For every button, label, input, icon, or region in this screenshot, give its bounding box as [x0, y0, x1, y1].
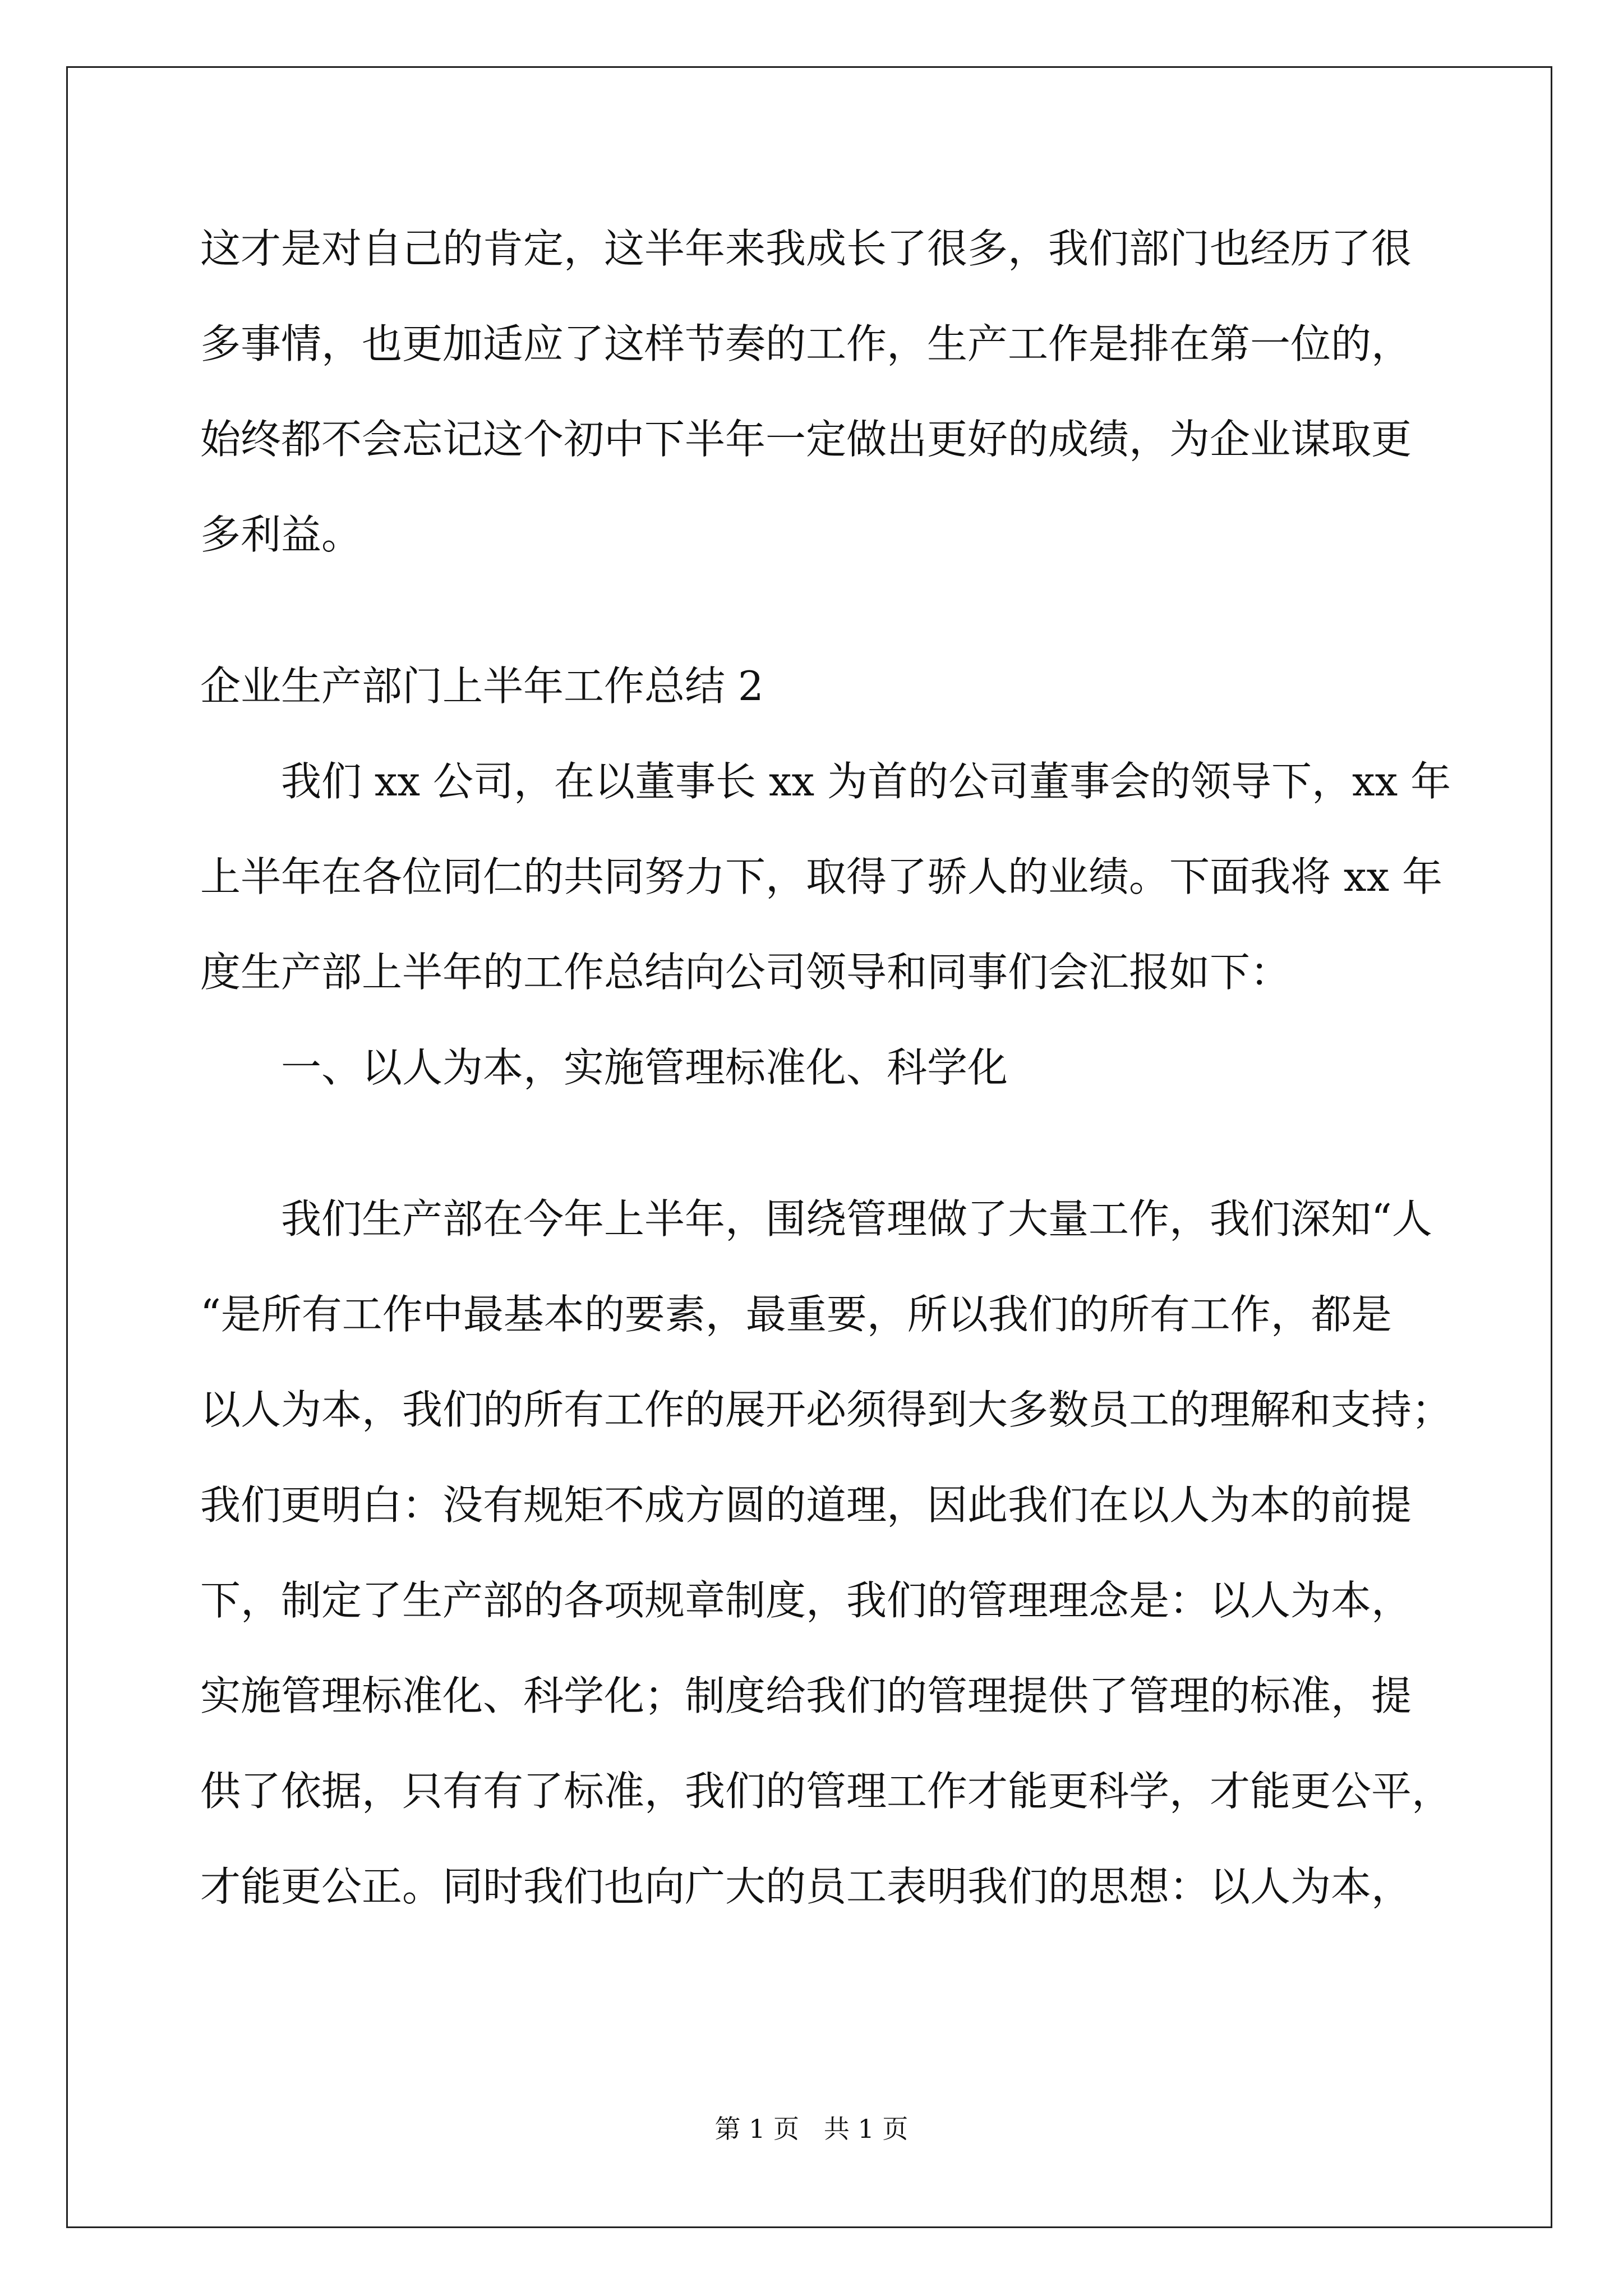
paragraph-line: “是所有工作中最基本的要素，最重要，所以我们的所有工作，都是: [200, 1291, 1392, 1338]
paragraph-line: 多事情，也更加适应了这样节奏的工作，生产工作是排在第一位的，: [200, 320, 1412, 367]
page-footer: 第 1 页 共 1 页: [714, 2114, 909, 2144]
paragraph-line: 我们生产部在今年上半年，围绕管理做了大量工作，我们深知“人: [200, 1195, 1432, 1243]
paragraph-line: 供了依据，只有有了标准，我们的管理工作才能更科学，才能更公平，: [200, 1768, 1453, 1815]
paragraph-line: 以人为本，我们的所有工作的展开必须得到大多数员工的理解和支持；: [200, 1386, 1453, 1433]
paragraph-line: 我们 xx 公司，在以董事长 xx 为首的公司董事会的领导下，xx 年: [200, 758, 1451, 805]
paragraph-line: 度生产部上半年的工作总结向公司领导和同事们会汇报如下：: [200, 949, 1291, 996]
paragraph-line: 实施管理标准化、科学化；制度给我们的管理提供了管理的标准，提: [200, 1672, 1412, 1719]
paragraph-line: 多利益。: [200, 511, 362, 558]
section-heading: 企业生产部门上半年工作总结 2: [200, 662, 764, 710]
paragraph-line: 上半年在各位同仁的共同努力下，取得了骄人的业绩。下面我将 xx 年: [200, 853, 1442, 900]
paragraph-line: 下，制定了生产部的各项规章制度，我们的管理理念是：以人为本，: [200, 1577, 1412, 1624]
paragraph-line: 这才是对自己的肯定，这半年来我成长了很多，我们部门也经历了很: [200, 225, 1412, 272]
paragraph-line: 才能更公正。同时我们也向广大的员工表明我们的思想：以人为本，: [200, 1863, 1412, 1910]
paragraph-line: 我们更明白：没有规矩不成方圆的道理，因此我们在以人为本的前提: [200, 1481, 1412, 1529]
subsection-heading: 一、以人为本，实施管理标准化、科学化: [200, 1044, 1008, 1091]
paragraph-line: 始终都不会忘记这个初中下半年一定做出更好的成绩，为企业谋取更: [200, 416, 1412, 463]
